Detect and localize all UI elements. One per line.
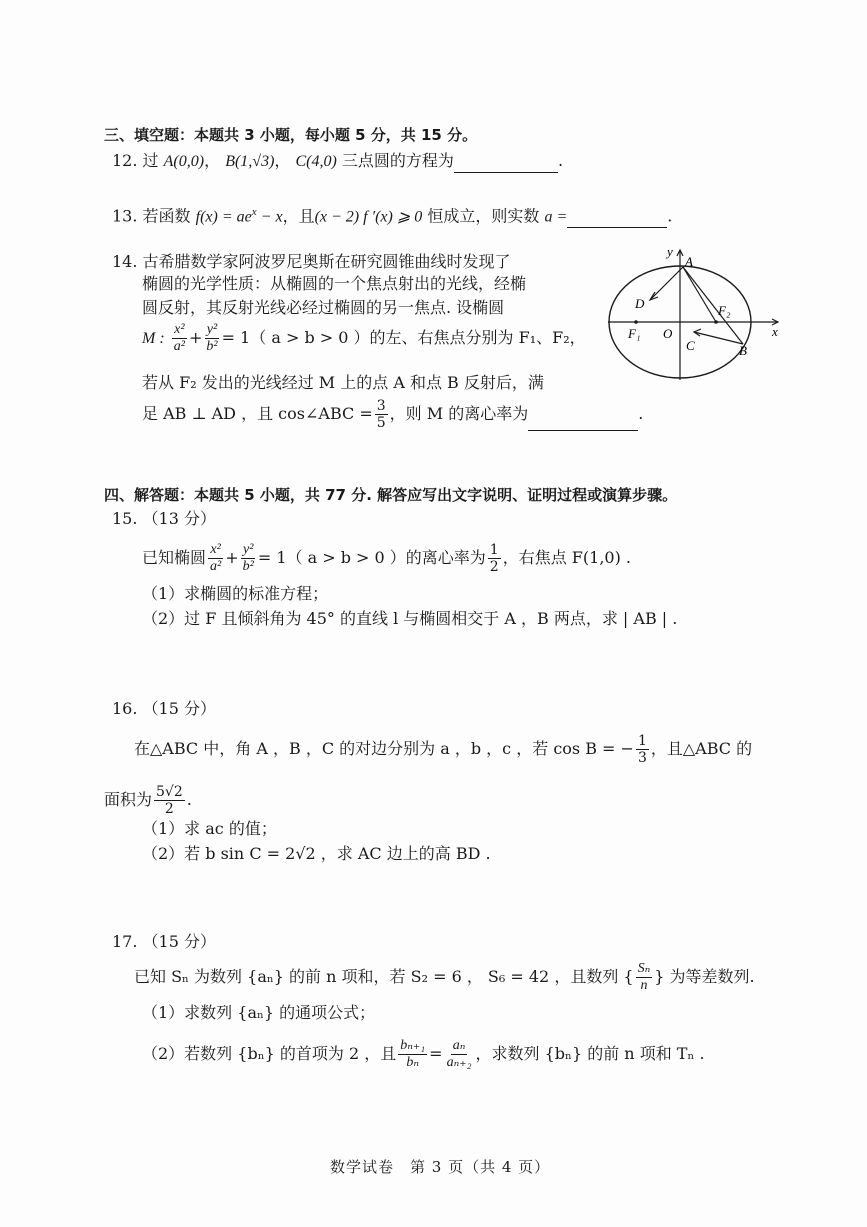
q12-answer-blank[interactable] bbox=[454, 154, 558, 173]
q12-number: 12. bbox=[112, 151, 138, 170]
q17-header: 17. （15 分） bbox=[112, 932, 216, 951]
label-c: C bbox=[686, 338, 695, 353]
section-3-heading: 三、填空题：本题共 3 小题，每小题 5 分，共 15 分。 bbox=[104, 126, 478, 144]
ellipse-diagram bbox=[600, 240, 790, 390]
q16-header: 16. （15 分） bbox=[112, 699, 216, 718]
q16-stem: 在△ABC 中，角 A ，B ，C 的对边分别为 a ，b ，c ，若 cos B = − $\frac{1}{3}$ ，且△ABC 的 bbox=[134, 733, 753, 766]
q15-header: 15. （13 分） bbox=[112, 509, 216, 528]
cos-fraction: $\frac{3}{5}$ bbox=[376, 398, 386, 431]
q16-part-2: （2）若 b sin C = 2√2 ，求 AC 边上的高 BD . bbox=[142, 844, 491, 863]
page-footer: 数学试卷 第 3 页（共 4 页） bbox=[330, 1158, 551, 1176]
label-a: A bbox=[685, 254, 693, 269]
question-14-line-5: 若从 F₂ 发出的光线经过 M 上的点 A 和点 B 反射后，满 bbox=[142, 373, 544, 392]
label-f2: F₂ bbox=[718, 303, 731, 318]
label-d: D bbox=[635, 296, 645, 311]
question-14-line-2: 椭圆的光学性质：从椭圆的一个焦点射出的光线，经椭 bbox=[142, 274, 527, 293]
question-14-line-6: 足 AB ⊥ AD ，且 cos∠ABC = $\frac{3}{5}$ ，则 M 的离心率为 . bbox=[142, 398, 644, 431]
question-14-line-3: 圆反射，其反射光线必经过椭圆的另一焦点. 设椭圆 bbox=[142, 298, 505, 317]
question-12: 12. 过 A(0,0)， B(1,√3)， C(4,0) 三点圆的方程为 . bbox=[112, 150, 563, 173]
q13-number: 13. bbox=[112, 206, 138, 226]
q15-part-1: （1）求椭圆的标准方程； bbox=[142, 584, 329, 603]
q16-part-1: （1）求 ac 的值； bbox=[142, 819, 277, 838]
ray-a-b bbox=[683, 267, 743, 344]
section-4-heading: 四、解答题：本题共 5 小题，共 77 分. 解答应写出文字说明、证明过程或演算步骤。 bbox=[104, 486, 678, 504]
label-b: B bbox=[739, 343, 747, 358]
ellipse-x-fraction: $\frac{\text{x²}}{\text{a²}}$ bbox=[173, 322, 185, 354]
q13-answer-blank[interactable] bbox=[567, 209, 667, 228]
q17-part-2: （2）若数列 {bₙ} 的首项为 2 ，且 $\frac{\text{bₙ₊₁}}{\text{bₙ}}$ = $\frac{\text{aₙ}}{\text{aₙ₊₂}}$ ，求数列 {bₙ} 的前 n 项和 Tₙ . bbox=[142, 1038, 705, 1070]
label-o: O bbox=[663, 326, 673, 341]
q15-part-2: （2）过 F 且倾斜角为 45° 的直线 l 与椭圆相交于 A ，B 两点，求 | AB | . bbox=[142, 609, 678, 628]
label-y: y bbox=[667, 244, 673, 259]
q14-answer-blank[interactable] bbox=[528, 412, 638, 431]
q17-part-1: （1）求数列 {aₙ} 的通项公式； bbox=[142, 1003, 376, 1022]
label-x: x bbox=[772, 324, 778, 339]
ray-a-d bbox=[650, 267, 683, 300]
question-14-line-1: 14. 古希腊数学家阿波罗尼奥斯在研究圆锥曲线时发现了 bbox=[112, 252, 511, 271]
ray-f2-a bbox=[683, 267, 716, 322]
focus-f1 bbox=[634, 320, 638, 324]
question-13: 13. 若函数 $f(x) = ae^x - x$，且(x − 2) f ′(x) ⩾ 0 恒成立，则实数 a = . bbox=[112, 201, 672, 228]
q15-stem: 已知椭圆 $\frac{\text{x²}}{\text{a²}}$ + $\frac{\text{y²}}{\text{b²}}$ = 1（ a > b > 0 ）的离心率为 $\frac{1}{2}$ ，右焦点 F(1,0) . bbox=[142, 542, 632, 575]
focus-f2 bbox=[714, 320, 718, 324]
question-14-line-4: M : $\frac{\text{x²}}{\text{a²}}$ + $\frac{\text{y²}}{\text{b²}}$ = 1（ a > b > 0 ）的左、右焦点分别为 F₁、F₂， bbox=[142, 322, 586, 354]
label-f1: F₁ bbox=[628, 326, 641, 341]
ellipse-y-fraction: $\frac{\text{y²}}{\text{b²}}$ bbox=[206, 322, 218, 354]
q16-area: 面积为 $\frac{5√2}{2}$ . bbox=[104, 784, 192, 817]
q17-stem: 已知 Sₙ 为数列 {aₙ} 的前 n 项和，若 S₂ = 6 ， S₆ = 42 ，且数列 { $\frac{\text{Sₙ}}{n}$ } 为等差数列. bbox=[134, 961, 755, 993]
